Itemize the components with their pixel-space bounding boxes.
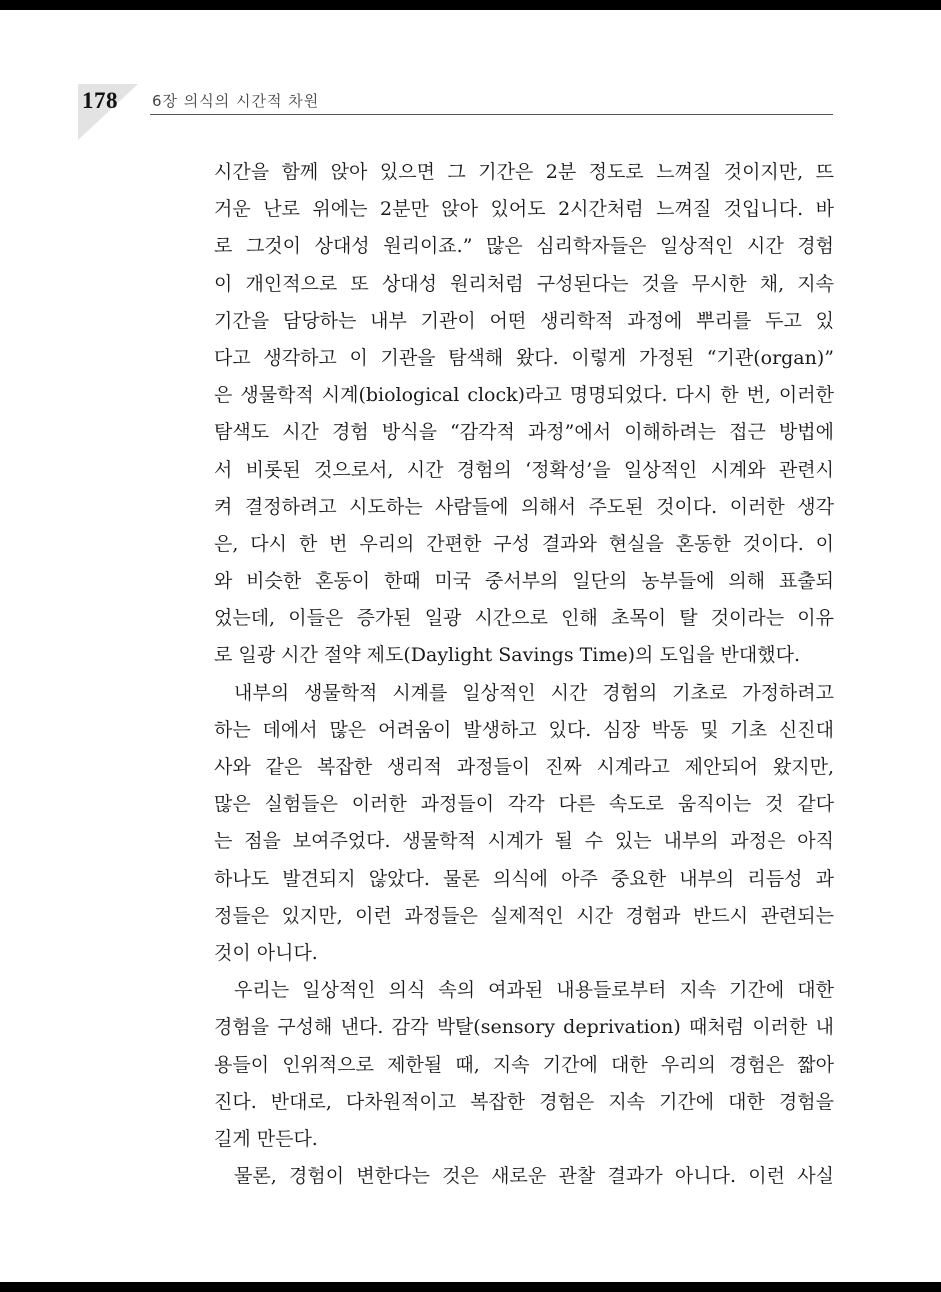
text-line: 것이 아니다. <box>214 941 318 964</box>
text-line: 는 점을 보여주었다. 생물학적 시계가 될 수 있는 내부의 과정은 아직 <box>214 830 834 853</box>
text-line: 은 생물학적 시계(biological clock)라고 명명되었다. 다시 한 번, 이러한 <box>214 384 834 407</box>
text-line: 사와 같은 복잡한 생리적 과정들이 진짜 시계라고 제안되어 왔지만, <box>214 756 834 778</box>
text-line: 이 개인적으로 또 상대성 원리처럼 구성된다는 것을 무시한 채, 지속 <box>214 272 834 295</box>
text-line: 정들은 있지만, 이런 과정들은 실제적인 시간 경험과 반드시 관련되는 <box>214 904 834 927</box>
text-line: 다고 생각하고 이 기관을 탐색해 왔다. 이렇게 가정된 “기관(organ)” <box>214 346 834 369</box>
text-line: 하는 데에서 많은 어려움이 발생하고 있다. 심장 박동 및 기초 신진대 <box>214 718 834 741</box>
text-line: 탐색도 시간 경험 방식을 “감각적 과정”에서 이해하려는 접근 방법에 <box>214 421 834 444</box>
text-line: 켜 결정하려고 시도하는 사람들에 의해서 주도된 것이다. 이러한 생각 <box>214 495 834 518</box>
text-line: 로 일광 시간 절약 제도(Daylight Savings Time)의 도입을 반대했다. <box>214 644 800 667</box>
text-line: 길게 만든다. <box>214 1127 318 1150</box>
text-line: 로 그것이 상대성 원리이죠.” 많은 심리학자들은 일상적인 시간 경험 <box>214 235 834 258</box>
text-line: 진다. 반대로, 다차원적이고 복잡한 경험은 지속 기간에 대한 경험을 <box>214 1090 834 1113</box>
text-line: 내부의 생물학적 시계를 일상적인 시간 경험의 기초로 가정하려고 <box>234 681 834 704</box>
text-line: 시간을 함께 앉아 있으면 그 기간은 2분 정도로 느껴질 것이지만, 뜨 <box>214 161 834 183</box>
header-rule <box>150 114 833 115</box>
text-line: 물론, 경험이 변한다는 것은 새로운 관찰 결과가 아니다. 이런 사실 <box>234 1165 834 1188</box>
text-line: 거운 난로 위에는 2분만 앉아 있어도 2시간처럼 느껴질 것입니다. 바 <box>214 198 834 221</box>
body-text <box>214 154 834 1195</box>
page-number: 178 <box>82 88 118 113</box>
text-line: 용들이 인위적으로 제한될 때, 지속 기간에 대한 우리의 경험은 짧아 <box>214 1053 834 1076</box>
text-line: 었는데, 이들은 증가된 일광 시간으로 인해 초목이 탈 것이라는 이유 <box>214 607 834 630</box>
text-line: 기간을 담당하는 내부 기관이 어떤 생리학적 과정에 뿌리를 두고 있 <box>214 309 834 332</box>
top-border-bar <box>0 0 941 10</box>
text-line: 우리는 일상적인 의식 속의 여과된 내용들로부터 지속 기간에 대한 <box>234 979 834 1002</box>
text-line: 하나도 발견되지 않았다. 물론 의식에 아주 중요한 내부의 리듬성 과 <box>214 867 834 890</box>
running-head: 6장 의식의 시간적 차원 <box>152 92 320 110</box>
text-line: 은, 다시 한 번 우리의 간편한 구성 결과와 현실을 혼동한 것이다. 이 <box>214 532 834 555</box>
text-line: 많은 실험들은 이러한 과정들이 각각 다른 속도로 움직이는 것 같다 <box>214 793 834 816</box>
text-line: 경험을 구성해 낸다. 감각 박탈(sensory deprivation) 때처럼 이러한 내 <box>214 1016 834 1039</box>
bottom-border-bar <box>0 1282 941 1292</box>
text-line: 서 비롯된 것으로서, 시간 경험의 ‘정확성’을 일상적인 시계와 관련시 <box>214 458 834 481</box>
text-line: 와 비슷한 혼동이 한때 미국 중서부의 일단의 농부들에 의해 표출되 <box>214 570 834 593</box>
